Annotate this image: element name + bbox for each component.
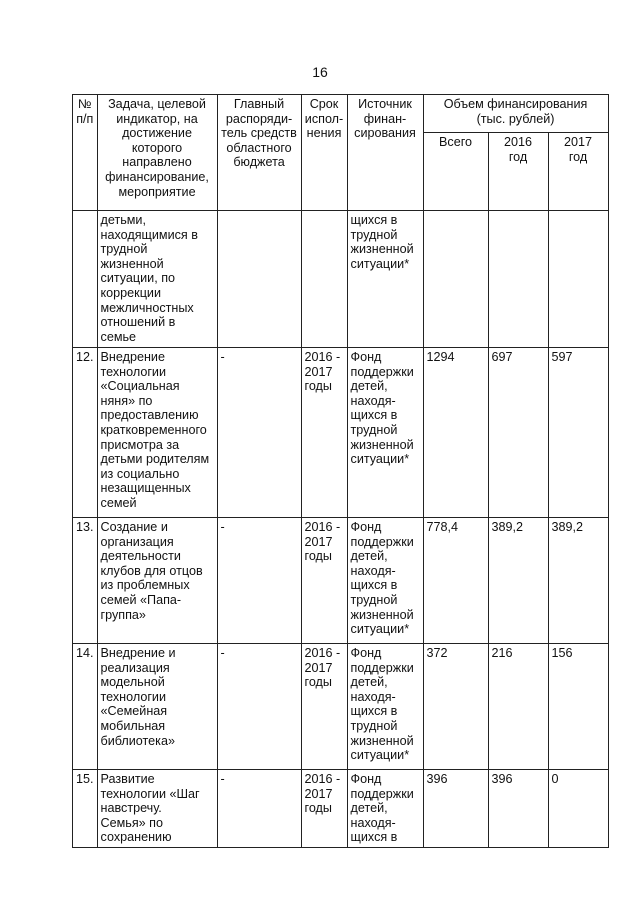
table-row	[73, 518, 609, 644]
row-term: 2016 - 2017 годы	[301, 644, 347, 770]
row-source: Фонд поддержки детей, находя- щихся в трудной жизненной ситуации*	[347, 644, 423, 770]
row-manager	[217, 211, 301, 348]
row-2016: 697	[488, 348, 548, 518]
row-num: 13.	[73, 518, 98, 644]
row-num: 15.	[73, 770, 98, 848]
row-task: детьми, находящимися в трудной жизненной ситуации, по коррекции межличностных отношений в семье	[97, 211, 217, 348]
row-2017	[548, 211, 608, 348]
row-source: Фонд поддержки детей, находя- щихся в трудной жизненной ситуации*	[347, 348, 423, 518]
header-task: Задача, целевой индикатор, на достижение которого направлено финансирование, мероприятие	[97, 95, 217, 211]
row-total	[423, 211, 488, 348]
row-total: 778,4	[423, 518, 488, 644]
table-row	[73, 644, 609, 770]
row-task: Развитие технологии «Шаг навстречу. Семья» по сохранению	[97, 770, 217, 848]
table-row	[73, 211, 609, 348]
header-term: Срок испол- нения	[301, 95, 347, 211]
row-task: Создание и организация деятельности клубов для отцов из проблемных семей «Папа- группа»	[97, 518, 217, 644]
row-source: Фонд поддержки детей, находя- щихся в	[347, 770, 423, 848]
row-manager: -	[217, 518, 301, 644]
row-source: щихся в трудной жизненной ситуации*	[347, 211, 423, 348]
row-2017: 389,2	[548, 518, 608, 644]
row-manager: -	[217, 644, 301, 770]
row-term: 2016 - 2017 годы	[301, 770, 347, 848]
row-2016: 389,2	[488, 518, 548, 644]
row-task: Внедрение и реализация модельной технологии «Семейная мобильная библиотека»	[97, 644, 217, 770]
page-number: 16	[312, 64, 328, 80]
financing-table	[72, 94, 609, 848]
row-2016: 216	[488, 644, 548, 770]
row-num: 12.	[73, 348, 98, 518]
header-num: № п/п	[73, 95, 98, 211]
table-header-row	[73, 95, 609, 133]
row-manager: -	[217, 770, 301, 848]
header-volume: Объем финансирования (тыс. рублей)	[423, 95, 608, 133]
row-2017: 597	[548, 348, 608, 518]
header-manager: Главный распоряди- тель средств областного бюджета	[217, 95, 301, 211]
row-source: Фонд поддержки детей, находя- щихся в трудной жизненной ситуации*	[347, 518, 423, 644]
header-total: Всего	[423, 133, 488, 211]
header-2017: 2017 год	[548, 133, 608, 211]
row-2016: 396	[488, 770, 548, 848]
row-2017: 0	[548, 770, 608, 848]
header-source: Источник финан- сирования	[347, 95, 423, 211]
row-term: 2016 - 2017 годы	[301, 518, 347, 644]
row-term: 2016 - 2017 годы	[301, 348, 347, 518]
row-num: 14.	[73, 644, 98, 770]
table-row	[73, 770, 609, 848]
row-num	[73, 211, 98, 348]
row-manager: -	[217, 348, 301, 518]
table-row	[73, 348, 609, 518]
row-total: 372	[423, 644, 488, 770]
row-term	[301, 211, 347, 348]
row-total: 1294	[423, 348, 488, 518]
row-2016	[488, 211, 548, 348]
row-total: 396	[423, 770, 488, 848]
header-2016: 2016 год	[488, 133, 548, 211]
row-2017: 156	[548, 644, 608, 770]
row-task: Внедрение технологии «Социальная няня» по предоставлению кратковременного присмотра за детьми родителям из социально незащищенных семей	[97, 348, 217, 518]
